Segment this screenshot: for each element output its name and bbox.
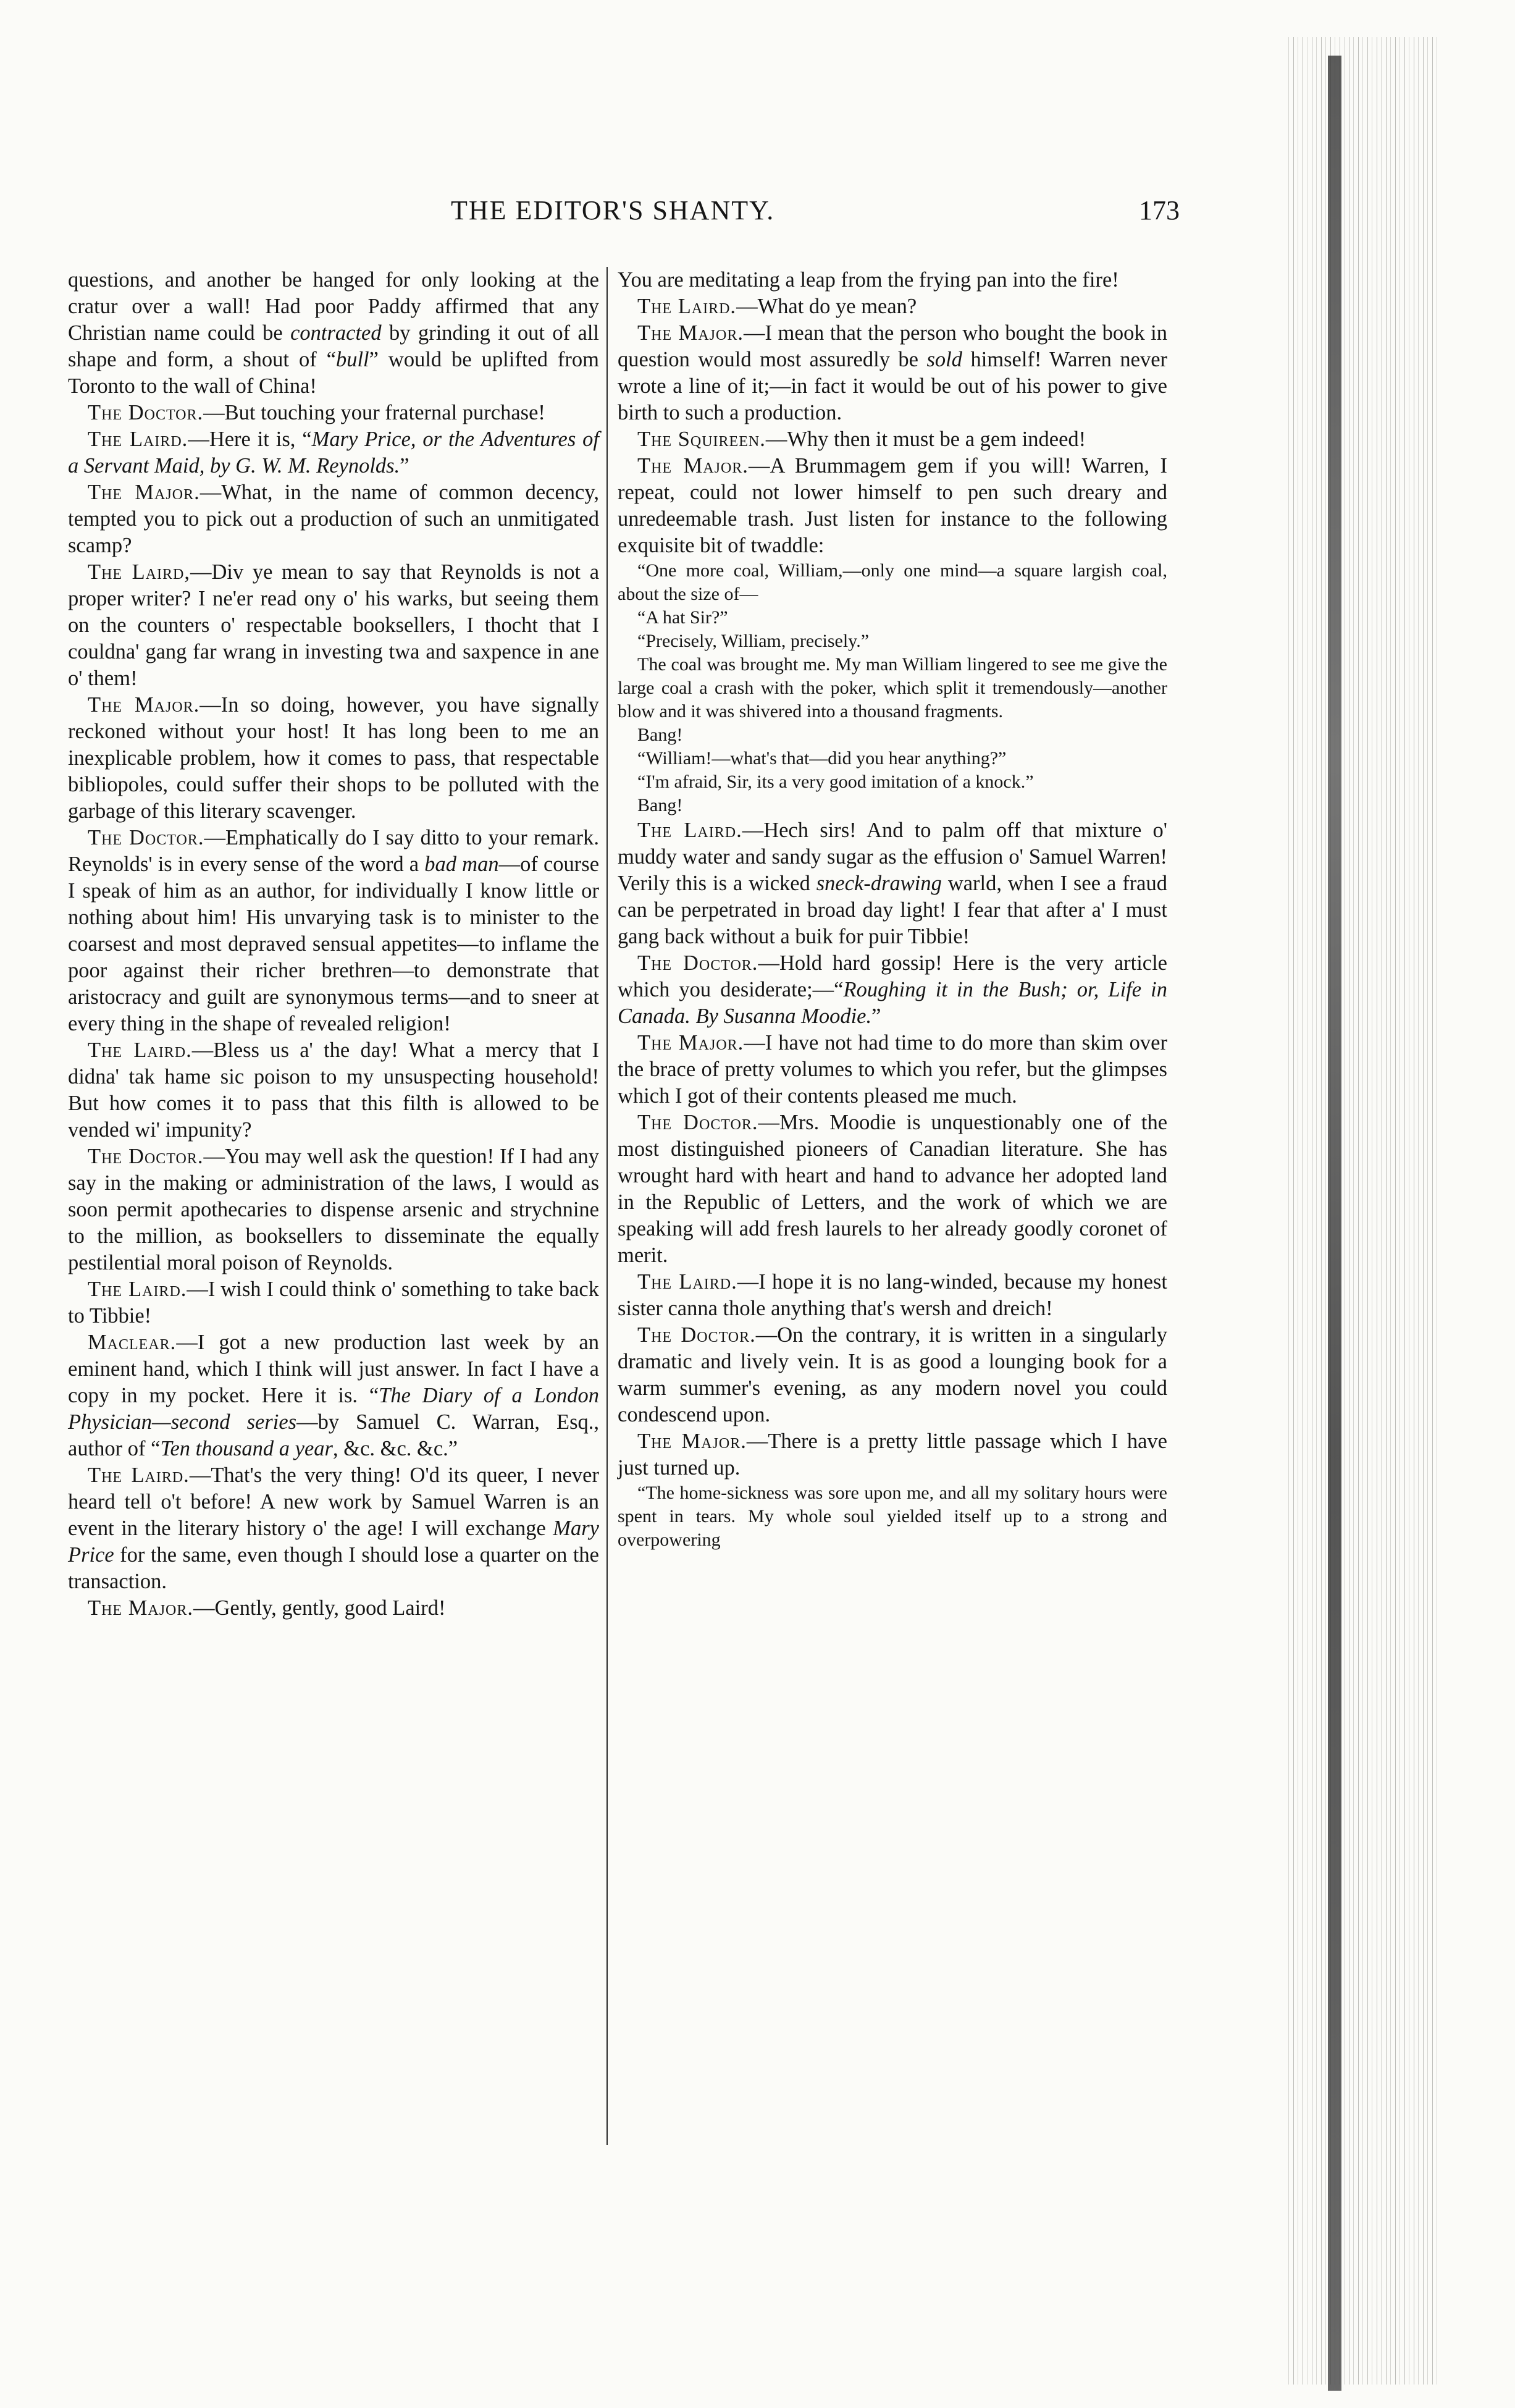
italic-text: The Diary of a London Physician—second series (68, 1384, 599, 1434)
italic-text: sneck-drawing (816, 872, 942, 895)
paragraph (68, 559, 599, 692)
paragraph (618, 293, 1167, 320)
body-text: —You may well ask the question! If I had any say in the making or administration of the laws, I would as soon permit apothecaries to dispense arsenic and strychnine to the million, as booksellers to disseminate the equally pestilential moral poison of Reynolds. (68, 1145, 600, 1274)
quoted-passage (618, 606, 1167, 629)
italic-text: Mary Price (68, 1517, 599, 1567)
body-text: —by Samuel C. Warran, Esq., author of “ (68, 1410, 599, 1460)
paragraph (618, 453, 1167, 559)
body-text: —What, in the name of common decency, tempted you to pick out a production of such an unmitigated scamp? (68, 481, 599, 557)
speaker-name: The Laird. (637, 295, 737, 318)
quoted-passage (618, 1481, 1167, 1552)
paragraph (68, 692, 599, 825)
italic-text: Mary Price, or the Adventures of a Servant Maid, by G. W. M. Reynolds. (68, 427, 599, 478)
paragraph (618, 1428, 1167, 1481)
quoted-passage (618, 794, 1167, 817)
paragraph (618, 1269, 1167, 1322)
paragraph (618, 267, 1167, 293)
paragraph (68, 400, 599, 426)
paragraph (68, 479, 599, 559)
body-text: —But touching your fraternal purchase! (203, 401, 545, 424)
speaker-name: The Doctor. (88, 826, 204, 849)
paragraph (68, 267, 599, 400)
speaker-name: The Major. (637, 321, 744, 345)
body-text: warld, when I see a fraud can be perpetrated in broad day light! I fear that after a' I must gang back without a buik for puir Tibbie! (618, 872, 1167, 948)
body-text: —What do ye mean? (736, 295, 917, 318)
body-text: Bang! (637, 795, 683, 815)
body-text: —I got a new production last week by an eminent hand, which I think will just answer. In fact I have a copy in my pocket. Here it is. “ (68, 1331, 599, 1407)
body-text: “William!—what's that—did you hear anything?” (637, 748, 1007, 768)
body-text: “Precisely, William, precisely.” (637, 631, 870, 651)
speaker-name: The Major. (637, 1031, 744, 1055)
quoted-passage (618, 770, 1167, 794)
body-text: —Bless us a' the day! What a mercy that I didna' tak hame sic poison to my unsuspecting household! But how comes it to pass that this filth is allowed to be vended wi' impunity? (68, 1038, 599, 1142)
paragraph (68, 1143, 599, 1276)
speaker-name: The Doctor. (637, 1111, 758, 1134)
body-text: —Why then it must be a gem indeed! (765, 427, 1086, 451)
body-text: —Mrs. Moodie is unquestionably one of the most distinguished pioneers of Canadian literature. She has wrought hard with heart and hand to advance her adopted land in the Republic of Letters, and the work of which we are speaking will add fresh laurels to her already goodly coronet of merit. (618, 1111, 1168, 1267)
body-text: —Emphatically do I say ditto to your remark. Reynolds' is in every sense of the word a (68, 826, 600, 876)
body-text: —I wish I could think o' something to take back to Tibbie! (68, 1278, 599, 1328)
speaker-name: The Major. (88, 693, 200, 717)
page-number: 173 (1139, 195, 1180, 225)
paragraph (618, 950, 1167, 1030)
body-text: —In so doing, however, you have signally reckoned without your host! It has long been to me an inexplicable problem, how it comes to pass, that respectable bibliopoles, could suffer their shops to be polluted with the garbage of this literary scavenger. (68, 693, 599, 823)
paragraph (618, 1109, 1167, 1269)
body-text: by grinding it out of all shape and form, a shout of “ (68, 321, 599, 371)
body-text: The coal was brought me. My man William lingered to see me give the large coal a crash with the poker, which split it tremendously—another blow and it was shivered into a thousand fragments. (618, 654, 1167, 722)
italic-text: bad man (424, 852, 499, 876)
body-text: , &c. &c. &c.” (332, 1437, 458, 1460)
paragraph (618, 426, 1167, 453)
quoted-passage (618, 747, 1167, 770)
speaker-name: The Major. (637, 1429, 747, 1453)
speaker-name: The Major. (88, 481, 200, 504)
paragraph (68, 1595, 599, 1622)
quoted-passage (618, 653, 1167, 723)
quoted-passage (618, 723, 1167, 747)
italic-text: sold (926, 348, 962, 371)
body-text: You are meditating a leap from the frying pan into the fire! (618, 268, 1119, 292)
body-text: —I hope it is no lang-winded, because my honest sister canna thole anything that's wersh and dreich! (618, 1270, 1167, 1320)
paragraph (618, 320, 1167, 426)
body-text: “A hat Sir?” (637, 607, 728, 628)
paragraph (68, 426, 599, 479)
speaker-name: The Laird. (88, 1038, 192, 1062)
left-column (68, 267, 599, 1622)
body-text: ” (871, 1004, 881, 1028)
speaker-name: The Laird. (637, 1270, 737, 1294)
speaker-name: The Laird. (88, 1278, 187, 1301)
speaker-name: The Major. (637, 454, 749, 478)
body-text: “The home-sickness was sore upon me, and all my solitary hours were spent in tears. My whole soul yielded itself up to a strong and overpowering (618, 1483, 1167, 1550)
column-divider (606, 267, 608, 2145)
body-text: —I have not had time to do more than skim over the brace of pretty volumes to which you refer, but the glimpses which I got of their contents pleased me much. (618, 1031, 1167, 1108)
body-text: —That's the very thing! O'd its queer, I never heard tell o't before! A new work by Samuel Warren is an event in the literary history o' the age! I will exchange (68, 1463, 599, 1540)
body-text: —Hold hard gossip! Here is the very article which you desiderate;—“ (618, 951, 1167, 1001)
italic-text: Ten thousand a year (160, 1437, 333, 1460)
italic-text: Roughing it in the Bush; or, Life in Canada. By Susanna Moodie. (618, 978, 1167, 1028)
body-text: —I mean that the person who bought the book in question would most assuredly be (618, 321, 1167, 371)
paragraph (68, 1037, 599, 1143)
body-text: “One more coal, William,—only one mind—a square largish coal, about the size of— (618, 560, 1167, 604)
italic-text: bull (335, 348, 369, 371)
paragraph (68, 1462, 599, 1595)
speaker-name: The Laird. (88, 1463, 190, 1487)
speaker-name: The Major. (88, 1596, 194, 1620)
body-text: —There is a pretty little passage which I have just turned up. (618, 1429, 1167, 1480)
quoted-passage (618, 629, 1167, 653)
speaker-name: The Squireen. (637, 427, 766, 451)
body-text: Bang! (637, 725, 683, 745)
body-text: —A Brummagem gem if you will! Warren, I repeat, could not lower himself to pen such dreary and unredeemable trash. Just listen for instance to the following exquisite bit of twaddle: (618, 454, 1167, 557)
quoted-passage (618, 559, 1167, 606)
body-text: “I'm afraid, Sir, its a very good imitation of a knock.” (637, 772, 1034, 792)
body-text: questions, and another be hanged for only looking at the cratur over a wall! Had poor Paddy affirmed that any Christian name could be (68, 268, 599, 345)
speaker-name: The Doctor. (88, 401, 204, 424)
body-text: ” (400, 454, 409, 478)
paragraph (68, 1276, 599, 1329)
body-text: ” would be uplifted from Toronto to the wall of China! (68, 348, 599, 398)
body-text: —of course I speak of him as an author, for individually I know little or nothing about him! His unvarying task is to minister to the coarsest and most depraved sensual appetites—to inflame the poor against their richer brethren—to demonstrate that aristocracy and guilt are synonymous terms—and to sneer at every thing in the shape of revealed religion! (68, 852, 600, 1035)
body-text: —Here it is, “ (188, 427, 312, 451)
body-text: —Div ye mean to say that Reynolds is not a proper writer? I ne'er read ony o' his warks, but seeing them on the counters o' respectable booksellers, I thocht that I couldna' gang far wrang in investing twa and saxpence in ane o' them! (68, 560, 600, 690)
speaker-name: The Doctor. (88, 1145, 204, 1168)
body-text: —Gently, gently, good Laird! (193, 1596, 446, 1620)
speaker-name: The Doctor. (637, 1323, 756, 1347)
page-edge-shadow (1285, 37, 1439, 2385)
body-text: for the same, even though I should lose a quarter on the transaction. (68, 1543, 599, 1593)
paragraph (68, 825, 599, 1037)
paragraph (618, 817, 1167, 950)
speaker-name: The Laird. (88, 427, 188, 451)
italic-text: contracted (290, 321, 382, 345)
paragraph (618, 1322, 1167, 1428)
body-text: —Hech sirs! And to palm off that mixture o' muddy water and sandy sugar as the effusion o' Samuel Warren! Verily this is a wicked (618, 819, 1167, 895)
body-text: himself! Warren never wrote a line of it;—in fact it would be out of his power to give birth to such a production. (618, 348, 1168, 424)
running-head: THE EDITOR'S SHANTY. (451, 195, 775, 225)
speaker-name: The Laird. (637, 819, 742, 842)
right-column (618, 267, 1167, 1552)
body-text: —On the contrary, it is written in a singularly dramatic and lively vein. It is as good a lounging book for a warm summer's evening, as any modern novel you could condescend upon. (618, 1323, 1168, 1426)
page-header (68, 195, 1180, 244)
paragraph (618, 1030, 1167, 1109)
binding-edge (1328, 56, 1341, 2391)
paragraph (68, 1329, 599, 1462)
speaker-name: The Doctor. (637, 951, 758, 975)
speaker-name: Maclear. (88, 1331, 177, 1354)
speaker-name: The Laird, (88, 560, 191, 584)
